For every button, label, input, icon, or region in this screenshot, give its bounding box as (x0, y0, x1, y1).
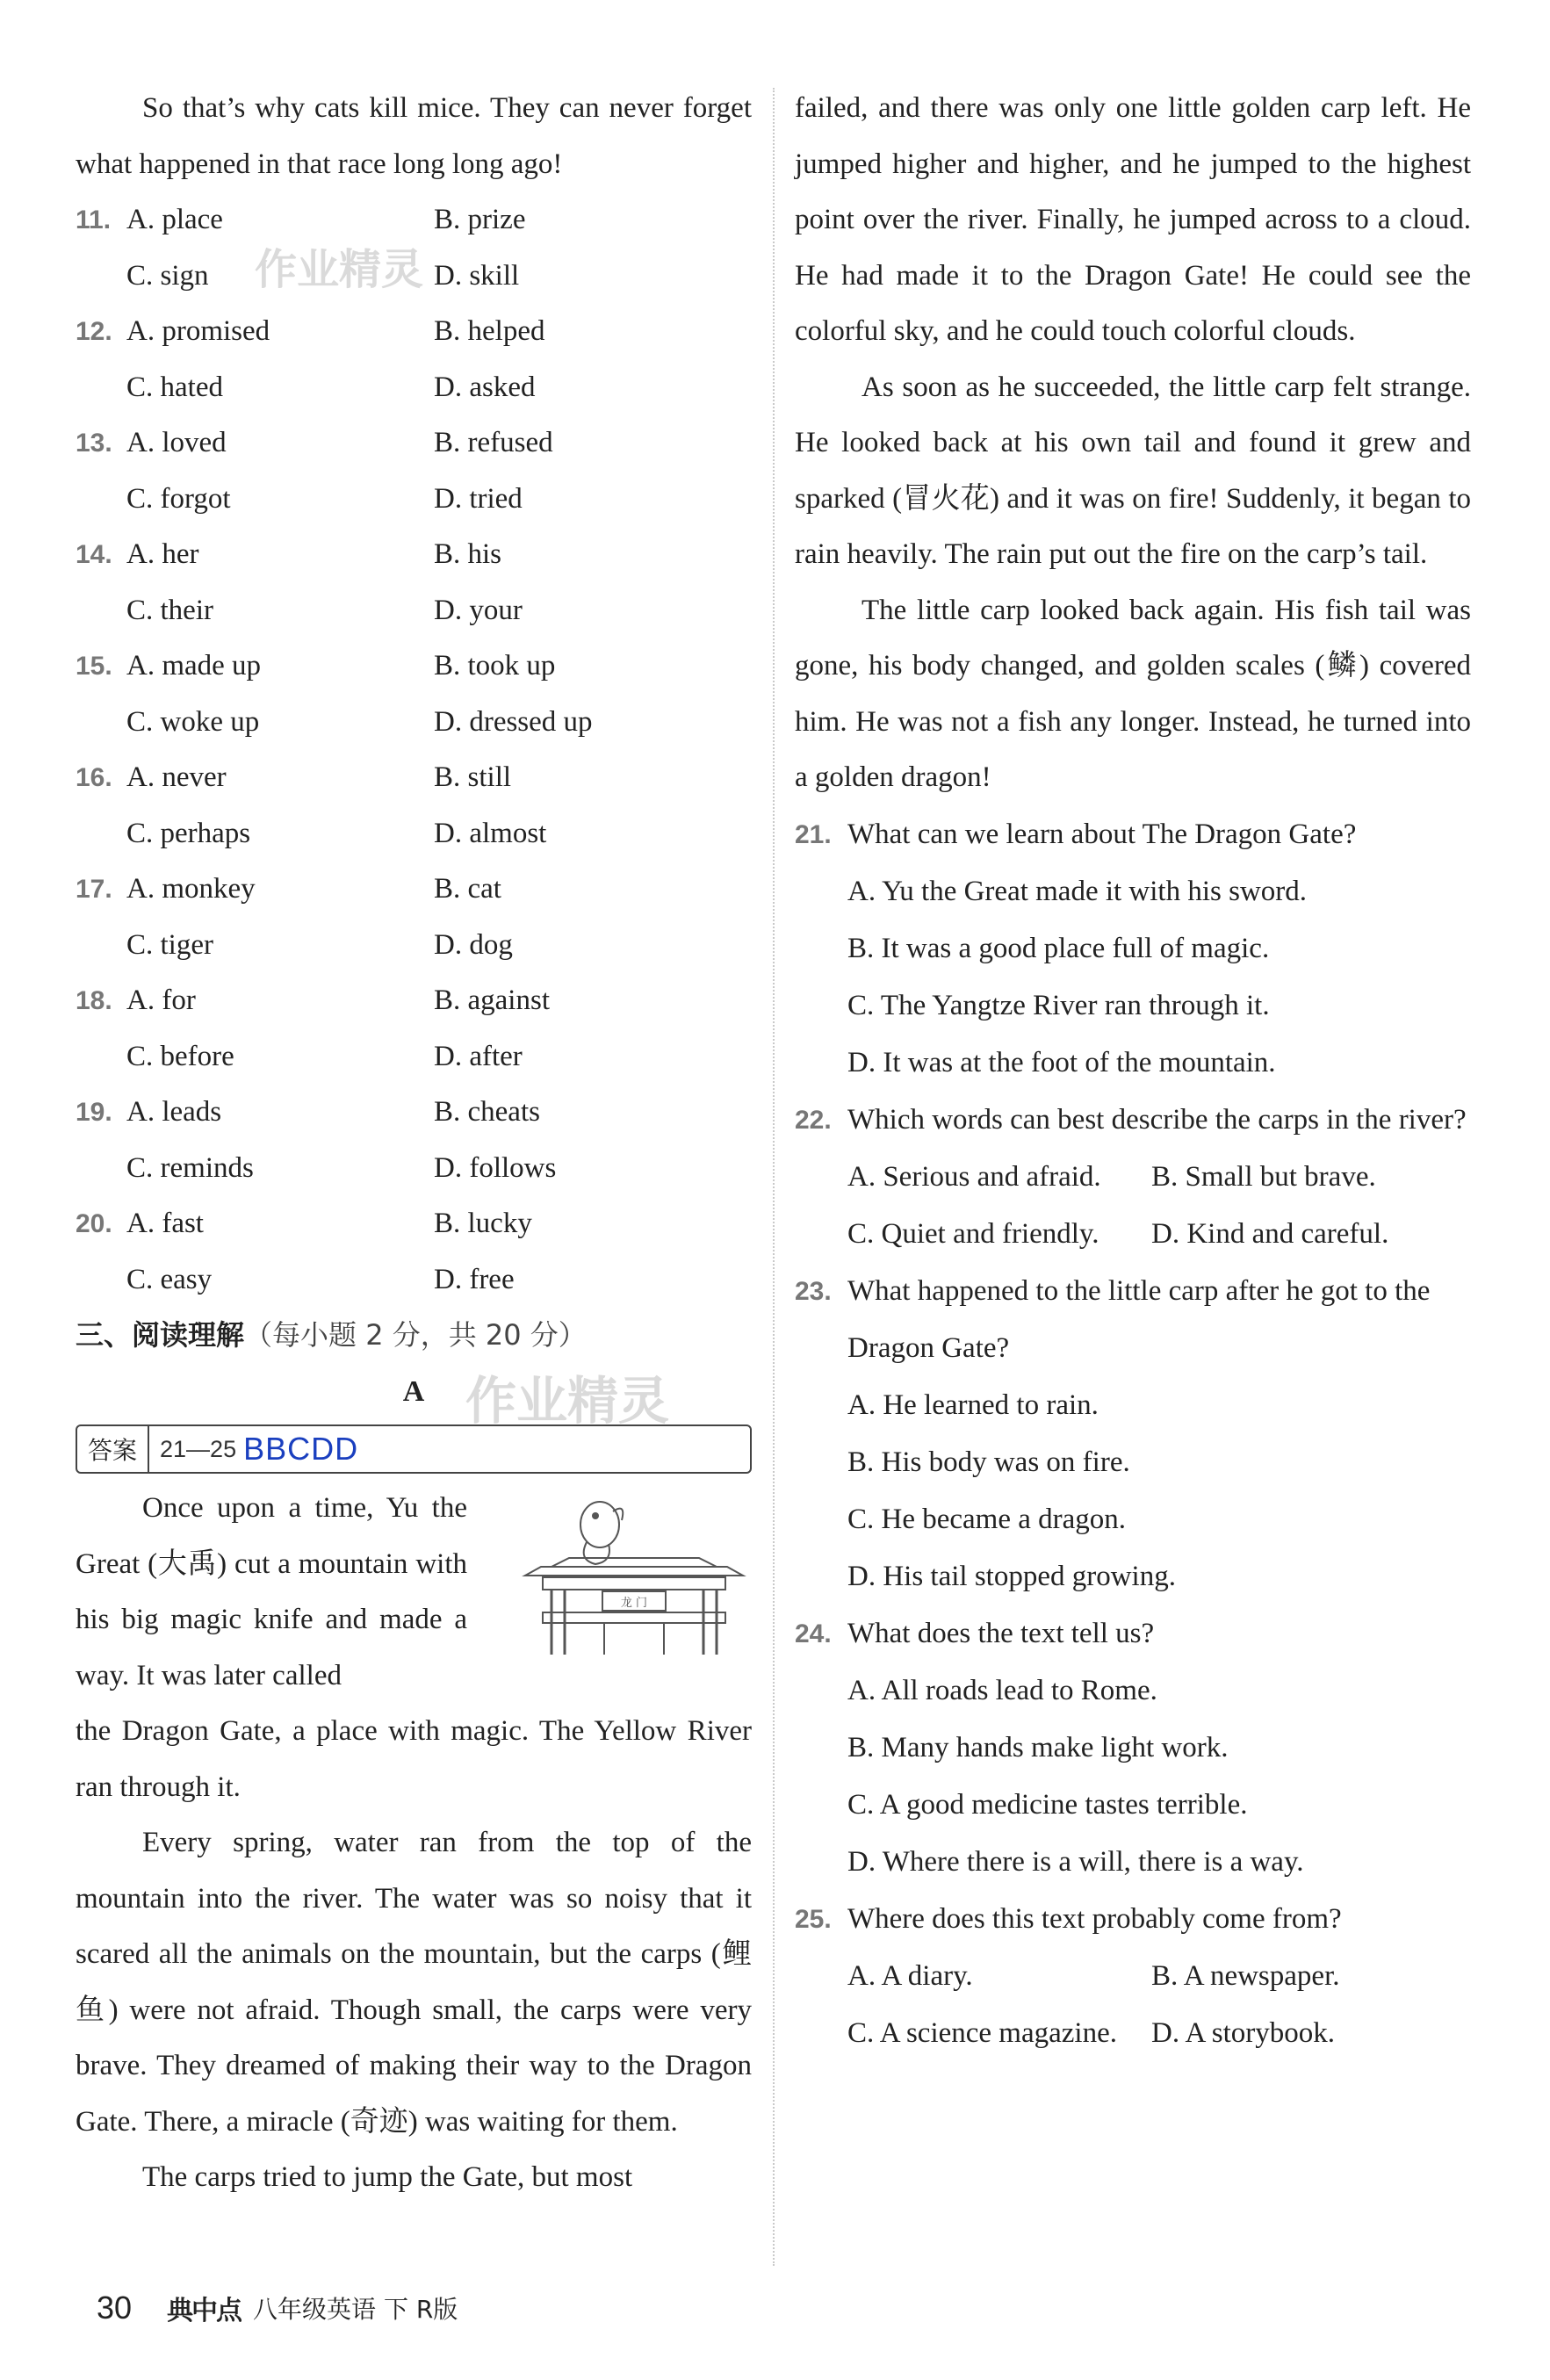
option: C. before (126, 1040, 234, 1072)
question-stem (795, 1605, 1471, 1662)
option: C. woke up (126, 705, 260, 738)
cloze-row (76, 304, 752, 360)
question-text: What does the text tell us? (847, 1617, 1155, 1649)
option: B. helped (434, 315, 545, 347)
cloze-row (76, 973, 752, 1029)
question-stem (795, 1263, 1471, 1377)
answer-value: BBCDD (243, 1431, 359, 1467)
option: A. leads (126, 1096, 222, 1128)
option: D. your (434, 594, 523, 626)
question-stem (795, 1092, 1471, 1149)
cloze-row (76, 638, 752, 695)
section-heading (76, 1308, 752, 1364)
option: D. It was at the foot of the mountain. (847, 1046, 1276, 1078)
option: D. asked (434, 371, 536, 403)
cloze-row (76, 1141, 752, 1197)
intro-paragraph: So that’s why cats kill mice. They can never forget what happened in that race long long ago! (76, 92, 752, 180)
question-21 (795, 806, 1471, 1092)
option: A. for (126, 984, 196, 1016)
story-paragraph-1-start: Once upon a time, Yu the Great (大禹) cut a mountain with his big magic knife and made a way. It was later called (76, 1492, 467, 1691)
option: D. His tail stopped growing. (847, 1560, 1176, 1592)
passage-label: A (402, 1374, 425, 1408)
gate-plaque-text: 龙 门 (620, 1597, 648, 1610)
option: B. Small but brave. (1151, 1160, 1376, 1193)
cloze-row (76, 415, 752, 472)
question-number: 15. (76, 652, 112, 681)
question-24 (795, 1605, 1471, 1891)
option: A. monkey (126, 873, 256, 905)
option-row (795, 1948, 1471, 2005)
option: A. All roads lead to Rome. (847, 1674, 1157, 1706)
question-number: 12. (76, 317, 112, 346)
section-scoring: （每小题 2 分，共 20 分） (244, 1318, 587, 1352)
book-title: 八年级英语 下 R版 (253, 2295, 458, 2324)
answer-box (76, 1424, 752, 1474)
option: B. prize (434, 204, 526, 235)
cloze-options (76, 192, 752, 1308)
option: B. cat (434, 873, 501, 905)
cloze-row (76, 192, 752, 249)
option: C. forgot (126, 482, 231, 515)
option: A. place (126, 204, 223, 235)
question-number: 20. (76, 1209, 112, 1238)
question-stem (795, 1891, 1471, 1948)
option: C. sign (126, 259, 209, 292)
question-number: 19. (76, 1098, 112, 1127)
story-paragraph-5: The little carp looked back again. His fish tail was gone, his body changed, and golden scales (鳞) covered him. He was not a fish any longer. Instead, he turned into a golden dragon! (795, 594, 1471, 793)
option: B. It was a good place full of magic. (847, 932, 1270, 964)
question-number: 14. (76, 540, 112, 569)
dragon-gate-illustration (516, 1489, 752, 1656)
option: B. against (434, 984, 550, 1016)
option: A. promised (126, 315, 270, 347)
option: D. tried (434, 482, 523, 515)
option: C. Quiet and friendly. (847, 1217, 1099, 1250)
option: C. perhaps (126, 817, 251, 849)
page-footer (97, 2289, 458, 2327)
question-number: 22. (795, 1105, 832, 1135)
story-passage (76, 1481, 752, 2206)
watermark: 作业精灵 (255, 245, 424, 294)
column-divider (773, 88, 775, 2266)
answer-range: 21—25 (160, 1435, 237, 1462)
cloze-row (76, 1085, 752, 1141)
option: A. Serious and afraid. (847, 1160, 1101, 1193)
story-paragraph-1-end: the Dragon Gate, a place with magic. The Yellow River ran through it. (76, 1715, 752, 1803)
question-23 (795, 1263, 1471, 1605)
option: A. her (126, 538, 199, 570)
option: C. hated (126, 371, 223, 403)
option: A. never (126, 761, 227, 793)
question-stem (795, 806, 1471, 863)
question-number: 16. (76, 763, 112, 792)
option: D. dog (434, 928, 513, 961)
cloze-row (76, 695, 752, 751)
option: D. after (434, 1040, 523, 1072)
cloze-row (76, 918, 752, 974)
option: B. cheats (434, 1096, 540, 1128)
cloze-row (76, 583, 752, 639)
option-row (795, 1206, 1471, 1263)
option: A. loved (126, 427, 227, 458)
section-title: 三、阅读理解 (76, 1318, 245, 1352)
option: D. Kind and careful. (1151, 1217, 1389, 1250)
option: C. easy (126, 1263, 213, 1295)
option: C. tiger (126, 928, 213, 961)
option-row (795, 2005, 1471, 2062)
left-column (76, 81, 752, 2206)
cloze-row (76, 1196, 752, 1252)
option: D. A storybook. (1151, 2016, 1336, 2049)
option: B. Many hands make light work. (847, 1731, 1229, 1763)
question-text: Which words can best describe the carps in the river? (847, 1103, 1467, 1136)
option: C. A good medicine tastes terrible. (847, 1788, 1248, 1821)
question-number: 23. (795, 1276, 832, 1306)
option-row (795, 1149, 1471, 1206)
question-number: 21. (795, 819, 832, 849)
story-paragraph-4: As soon as he succeeded, the little carp felt strange. He looked back at his own tail and found it grew and sparked (冒火花) and it was on fire! Suddenly, it began to rain heavily. The rain put out the fire on the carp’s tail. (795, 371, 1471, 570)
cloze-row (76, 527, 752, 583)
option: B. still (434, 761, 512, 793)
question-number: 25. (795, 1904, 832, 1934)
option: A. Yu the Great made it with his sword. (847, 875, 1308, 907)
question-number: 11. (76, 206, 112, 234)
option: B. A newspaper. (1151, 1959, 1340, 1992)
watermark: 作业精灵 (465, 1371, 670, 1431)
question-22 (795, 1092, 1471, 1263)
cloze-row (76, 472, 752, 528)
question-number: 18. (76, 986, 112, 1015)
option: B. lucky (434, 1208, 532, 1239)
story-paragraph-2: Every spring, water ran from the top of the mountain into the river. The water was so noisy that it scared all the animals on the mountain, but the carps (鲤鱼) were not afraid. Though small, the carps were very brave. They dreamed of making their way to the Dragon Gate. There, a miracle (奇迹) was waiting for them. (76, 1827, 752, 2138)
option: C. The Yangtze River ran through it. (847, 989, 1270, 1021)
answer-tag: 答案 (77, 1426, 149, 1472)
option: D. Where there is a will, there is a way. (847, 1845, 1304, 1878)
option: B. refused (434, 427, 553, 458)
option: B. took up (434, 650, 556, 682)
option: A. made up (126, 650, 262, 682)
question-text: Where does this text probably come from? (847, 1902, 1342, 1935)
option: A. fast (126, 1208, 204, 1239)
question-text: What can we learn about The Dragon Gate? (847, 818, 1357, 850)
option: C. reminds (126, 1151, 254, 1184)
option: C. He became a dragon. (847, 1503, 1127, 1535)
option: D. skill (434, 259, 520, 292)
brand-logo: 典中点 (167, 2296, 242, 2326)
story-paragraph-3-cont: failed, and there was only one little golden carp left. He jumped higher and higher, and he jumped to the highest point over the river. Finally, he jumped across to a cloud. He had made it to the Dragon Gate! He could see the colorful sky, and he could touch colorful clouds. (795, 92, 1471, 347)
option: D. dressed up (434, 705, 593, 738)
story-paragraph-3: The carps tried to jump the Gate, but most (142, 2161, 633, 2193)
option: B. his (434, 538, 502, 570)
cloze-row (76, 360, 752, 416)
option: D. almost (434, 817, 547, 849)
question-number: 24. (795, 1619, 832, 1648)
page-number: 30 (97, 2290, 133, 2326)
cloze-row (76, 750, 752, 806)
question-text: What happened to the little carp after he got to the Dragon Gate? (847, 1274, 1431, 1364)
option: C. their (126, 594, 213, 626)
option: C. A science magazine. (847, 2016, 1117, 2049)
option: A. A diary. (847, 1959, 973, 1992)
question-number: 17. (76, 875, 112, 904)
option: D. follows (434, 1151, 557, 1184)
option: D. free (434, 1263, 515, 1295)
option: B. His body was on fire. (847, 1446, 1130, 1478)
cloze-row (76, 1252, 752, 1309)
cloze-row (76, 862, 752, 918)
question-25 (795, 1891, 1471, 2062)
cloze-row (76, 1029, 752, 1085)
right-column (795, 81, 1471, 2062)
option: A. He learned to rain. (847, 1388, 1099, 1421)
cloze-row (76, 806, 752, 862)
cloze-row (76, 249, 752, 305)
question-number: 13. (76, 429, 112, 458)
